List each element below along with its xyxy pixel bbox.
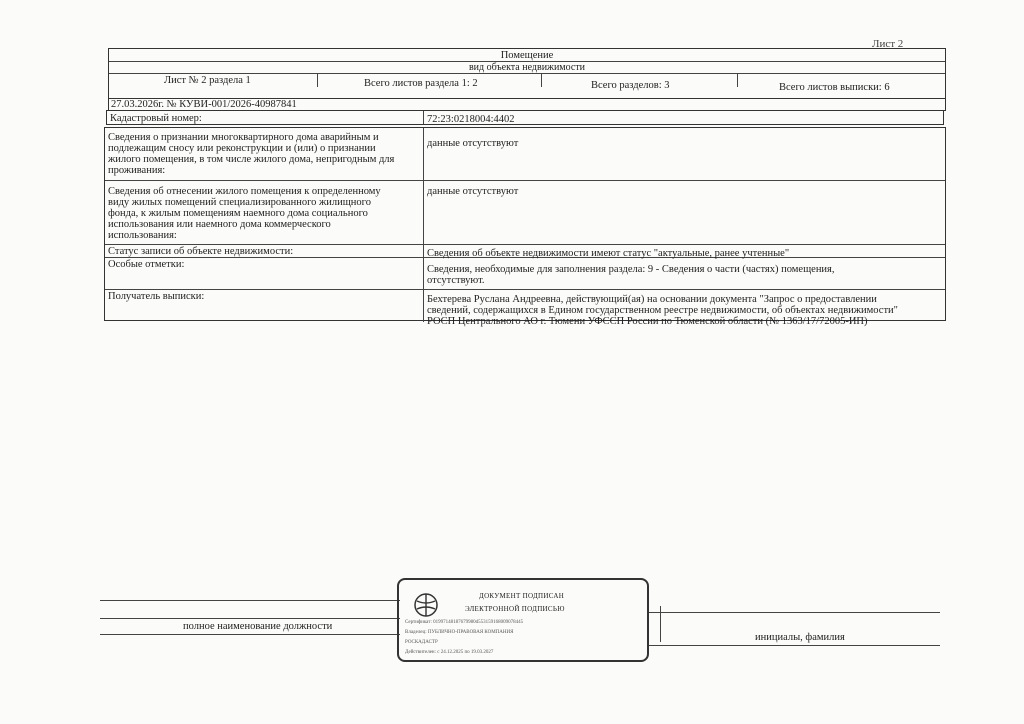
divider [423, 258, 424, 289]
divider [423, 128, 424, 180]
cadastral-row [106, 110, 944, 125]
cadastral-label: Кадастровый номер: [110, 113, 202, 124]
row-label: Сведения об отнесении жилого помещения к определенному виду жилых помещений специализированного жилищного фонда, к жилым помещениям наемного дома социального использования или наемного дома коммерческого использования: [108, 186, 381, 241]
total-sheets-extract: Всего листов выписки: 6 [779, 82, 890, 93]
signature-line [648, 612, 940, 613]
divider [423, 245, 424, 257]
name-label: инициалы, фамилия [755, 632, 845, 643]
row-label: Получатель выписки: [108, 291, 205, 302]
table-row [105, 290, 945, 327]
doc-number: 27.03.2026г. № КУВИ-001/2026-40987841 [111, 99, 297, 110]
row-value: Бехтерева Руслана Андреевна, действующий(ая) на основании документа "Запрос о предоставлении сведений, содержащихся в Едином государственном реестре недвижимости, об объектах недвижимости" РОСП Центрального АО г. Тюмени УФССП России по Тюменской области (№ 1363/17/72005-ИП) [427, 294, 898, 327]
divider [737, 74, 738, 87]
divider [423, 111, 424, 124]
object-type: вид объекта недвижимости [468, 62, 586, 73]
table-row [105, 258, 945, 290]
header-subtitle-row [109, 62, 945, 74]
cadastral-number: 72:23:0218004:4402 [427, 114, 515, 125]
signature-line [660, 606, 661, 642]
row-value: Сведения, необходимые для заполнения раздела: 9 - Сведения о части (частях) помещения, отсутствуют. [427, 264, 835, 286]
header-frame [108, 48, 946, 99]
page-title: Помещение [500, 50, 554, 61]
signature-line [100, 618, 400, 619]
table-row [105, 181, 945, 245]
sheet-of-section: Лист № 2 раздела 1 [164, 75, 251, 86]
position-label: полное наименование должности [183, 621, 333, 632]
row-label: Статус записи об объекте недвижимости: [108, 246, 294, 257]
signature-line [100, 634, 400, 635]
stamp-line2: ЭЛЕКТРОННОЙ ПОДПИСЬЮ [465, 605, 565, 613]
row-label: Сведения о признании многоквартирного дома аварийным и подлежащим сносу или реконструкции и (или) о признании жилого помещения, в том числе жилого дома, непригодным для проживания: [108, 132, 395, 176]
table-row [105, 245, 945, 258]
divider [423, 181, 424, 244]
row-label: Особые отметки: [108, 259, 185, 270]
row-value: данные отсутствуют [427, 186, 519, 197]
row-value: Сведения об объекте недвижимости имеют статус "актуальные, ранее учтенные" [427, 248, 790, 259]
divider [423, 290, 424, 322]
total-sections: Всего разделов: 3 [591, 80, 670, 91]
stamp-owner: Владелец: ПУБЛИЧНО-ПРАВОВАЯ КОМПАНИЯ [405, 630, 514, 635]
sheet-label: Лист 2 [872, 38, 904, 50]
signature-line [100, 600, 400, 601]
e-signature-stamp [397, 578, 649, 662]
divider [541, 74, 542, 87]
divider [317, 74, 318, 87]
signature-line [648, 645, 940, 646]
row-value: данные отсутствуют [427, 138, 519, 149]
total-sheets-section: Всего листов раздела 1: 2 [364, 78, 478, 89]
stamp-valid: Действителен: с 24.12.2025 по 19.03.2027 [405, 650, 494, 655]
stamp-cert: Сертификат: 01997148187679980d553159168009078445 [405, 620, 524, 625]
header-meta-row [109, 74, 945, 93]
table-row [105, 128, 945, 181]
header-title-row [109, 49, 945, 62]
stamp-owner2: РОСКАДАСТР [405, 640, 438, 645]
info-table [104, 127, 946, 327]
stamp-line1: ДОКУМЕНТ ПОДПИСАН [479, 592, 565, 600]
rosreestr-logo-icon [413, 592, 439, 618]
